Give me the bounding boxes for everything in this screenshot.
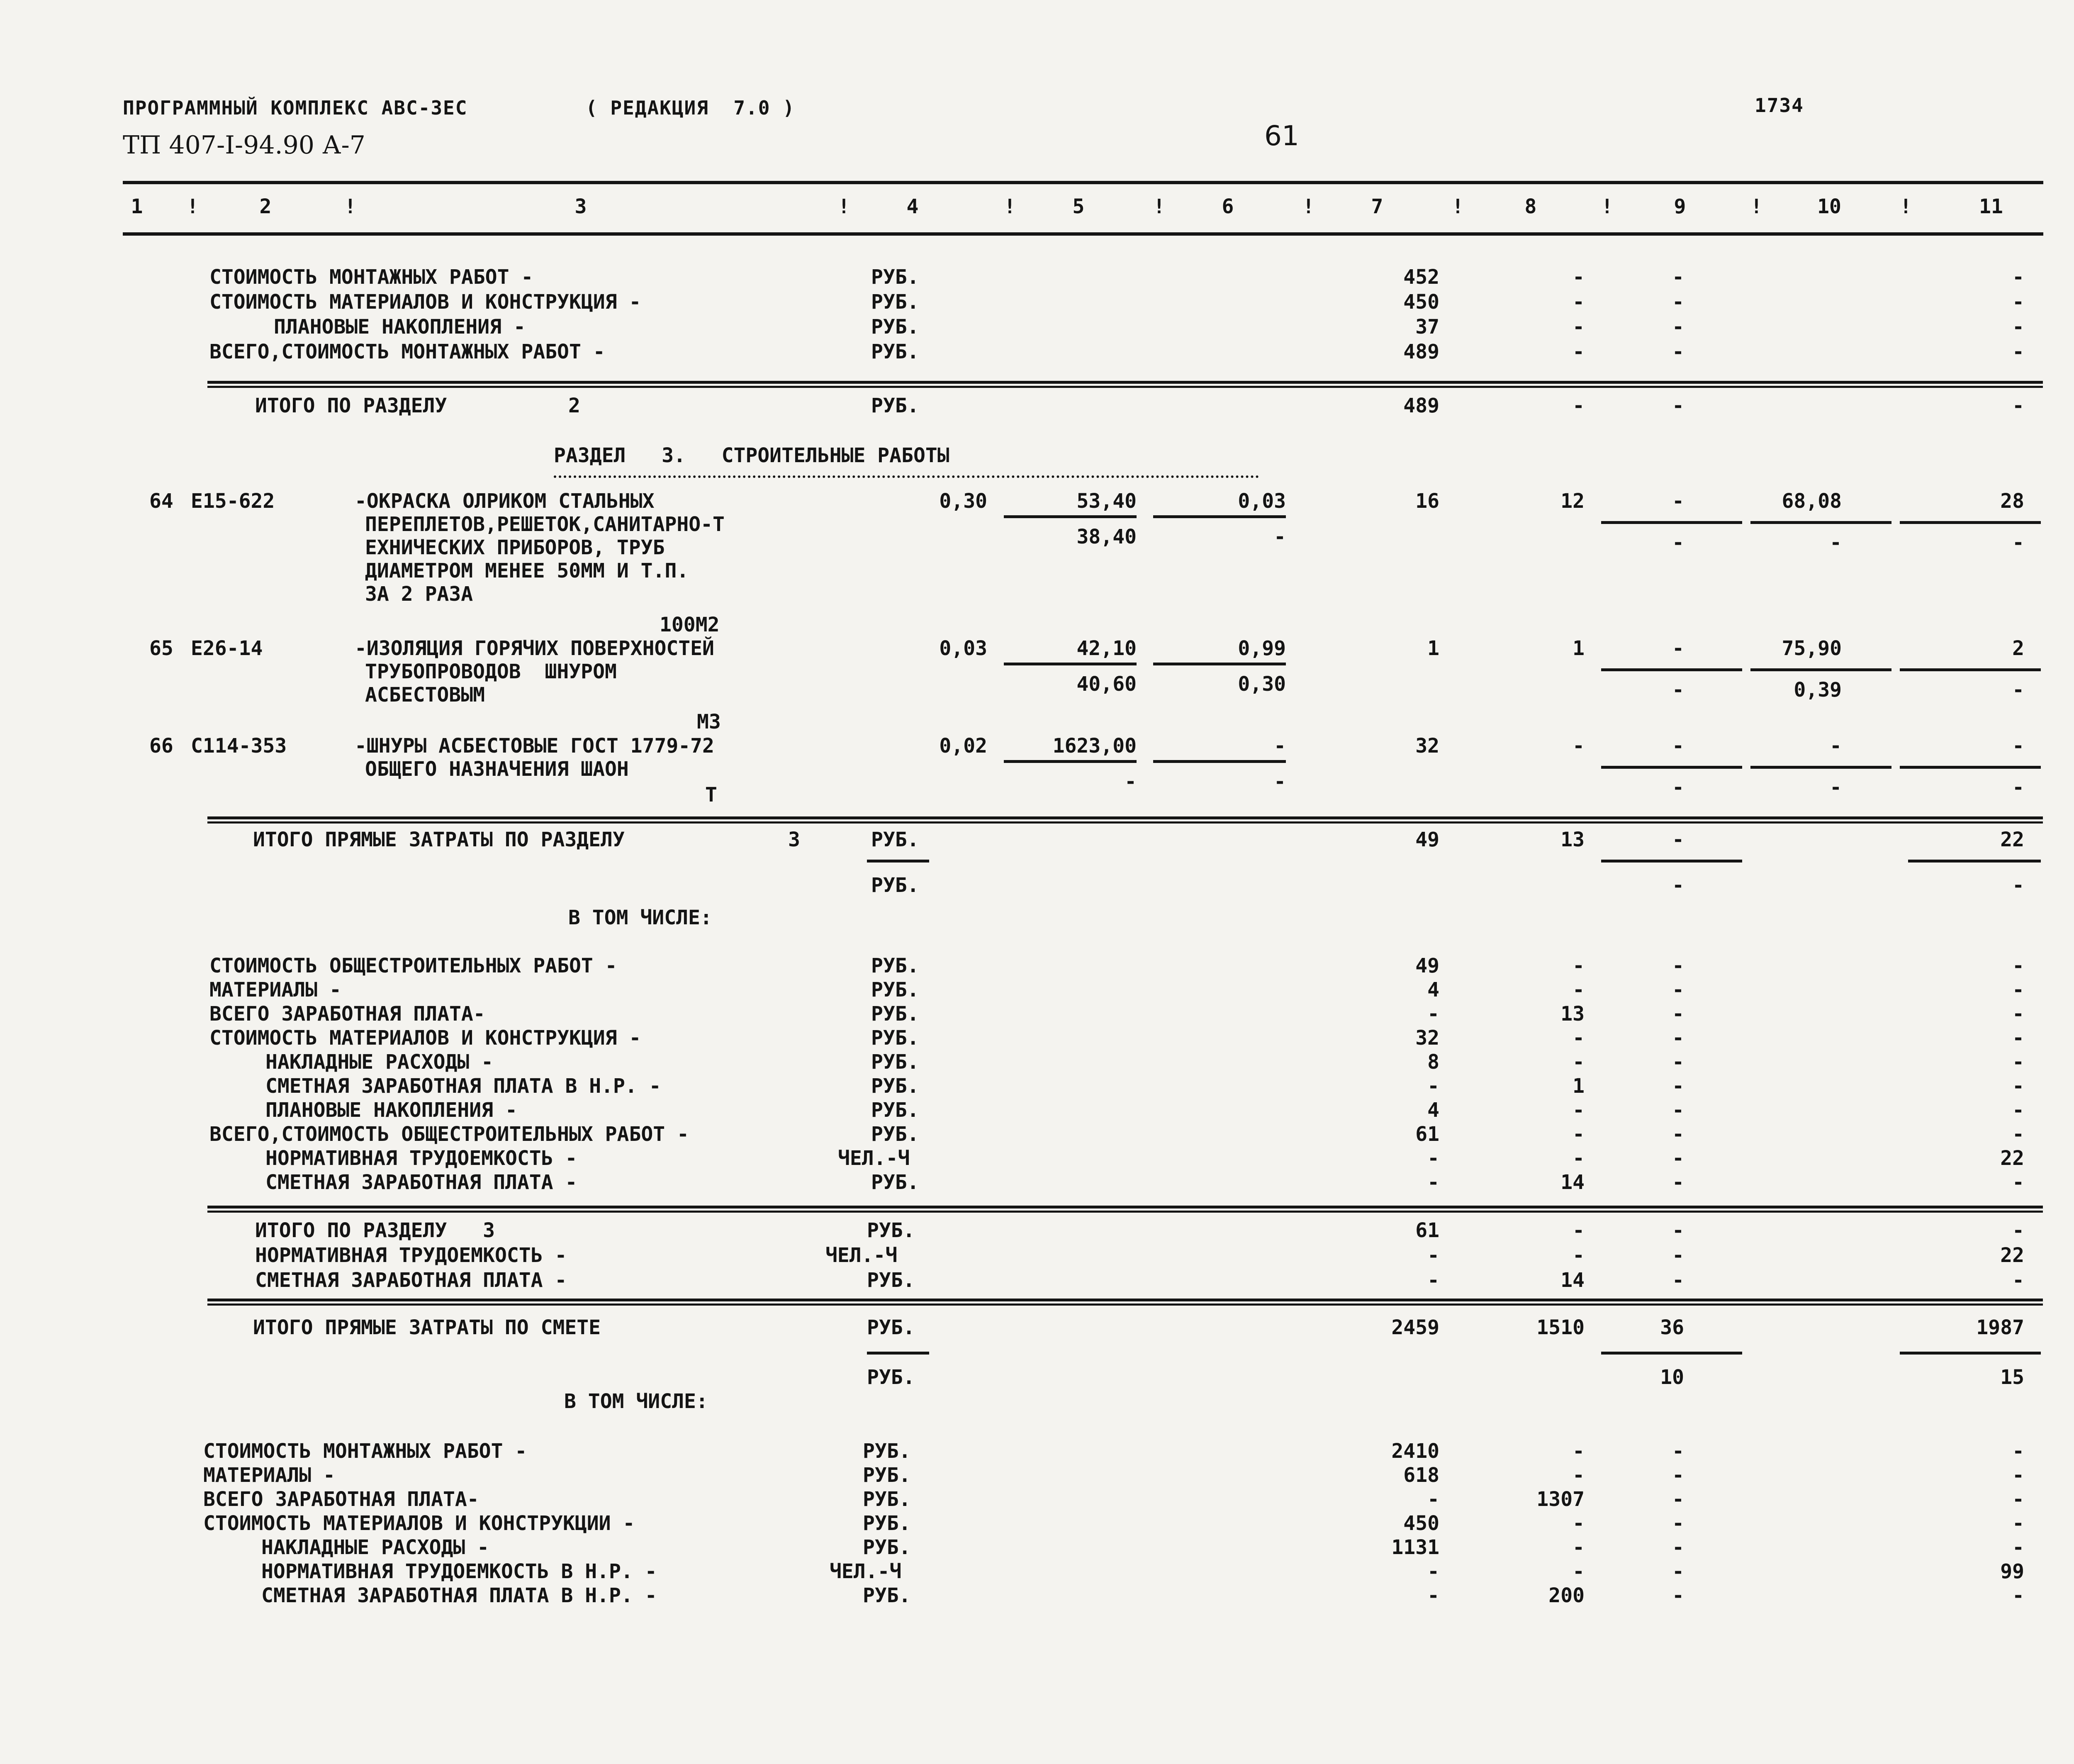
col9-value: - <box>1672 1123 1684 1146</box>
col8-value: - <box>1573 315 1585 339</box>
unit-label: РУБ. <box>871 290 919 314</box>
column-number: 2 <box>259 195 272 218</box>
item-code: С114-353 <box>191 734 287 758</box>
col8-value: 13 <box>1560 1002 1585 1026</box>
cell-underline <box>1900 1352 2041 1355</box>
itogo-label: ИТОГО ПО РАЗДЕЛУ 3 <box>255 1219 495 1242</box>
col8-value: 1 <box>1573 1074 1585 1098</box>
quantity-value: 0,30 <box>939 490 987 513</box>
summary-label: ПЛАНОВЫЕ НАКОПЛЕНИЯ - <box>274 315 526 339</box>
breakdown-label: МАТЕРИАЛЫ - <box>209 978 341 1001</box>
col9-value: - <box>1672 1147 1684 1170</box>
col9-value: - <box>1672 1219 1684 1242</box>
col9-value: - <box>1672 1488 1684 1511</box>
breakdown-label: МАТЕРИАЛЫ - <box>203 1464 335 1487</box>
item-unit: Т <box>705 783 717 806</box>
col5-value: 1623,00 <box>1052 734 1137 758</box>
breakdown-label: ПЛАНОВЫЕ НАКОПЛЕНИЯ - <box>265 1099 517 1122</box>
col5-secondary: 40,60 <box>1076 672 1137 696</box>
col9-value: - <box>1672 1584 1684 1607</box>
col8-value: - <box>1573 734 1585 758</box>
col9-secondary: - <box>1672 531 1684 554</box>
col9-value: - <box>1672 1269 1684 1292</box>
section-rule <box>207 821 2043 824</box>
unit-label: РУБ. <box>863 1512 911 1535</box>
breakdown-label: СМЕТНАЯ ЗАРАБОТНАЯ ПЛАТА В Н.Р. - <box>261 1584 657 1607</box>
breakdown-label: ВСЕГО ЗАРАБОТНАЯ ПЛАТА- <box>203 1488 479 1511</box>
col11-value: 1987 <box>1976 1316 2024 1339</box>
cell-underline <box>1900 668 2041 671</box>
item-description-line: ЗА 2 РАЗА <box>365 582 473 606</box>
section-rule <box>207 816 2043 819</box>
col8-value: - <box>1573 1512 1585 1535</box>
col7-value: 61 <box>1415 1219 1439 1242</box>
column-separator: ! <box>1153 195 1165 218</box>
item-description-line: -ИЗОЛЯЦИЯ ГОРЯЧИХ ПОВЕРХНОСТЕЙ <box>355 637 714 660</box>
col11-value: 22 <box>2000 1244 2024 1267</box>
section-rule <box>207 1304 2043 1306</box>
col7-value: 1 <box>1427 637 1439 660</box>
col7-value: 16 <box>1415 490 1439 513</box>
column-separator: ! <box>344 195 356 218</box>
breakdown-label: ВСЕГО,СТОИМОСТЬ ОБЩЕСТРОИТЕЛЬНЫХ РАБОТ - <box>209 1123 689 1146</box>
col11-secondary: 15 <box>2000 1366 2024 1389</box>
col8-value: - <box>1573 394 1585 417</box>
summary-label: СТОИМОСТЬ МАТЕРИАЛОВ И КОНСТРУКЦИЯ - <box>209 290 641 314</box>
cell-underline <box>1153 760 1286 763</box>
item-number: 66 <box>149 734 173 758</box>
col8-value: - <box>1573 1099 1585 1122</box>
col9-value: - <box>1672 1050 1684 1074</box>
direct-costs-num: 3 <box>788 828 800 851</box>
col6-secondary: - <box>1274 525 1286 548</box>
col8-value: 12 <box>1560 490 1585 513</box>
cell-underline <box>1601 1352 1742 1355</box>
col9-secondary: 10 <box>1660 1366 1684 1389</box>
breakdown-label: СТОИМОСТЬ МАТЕРИАЛОВ И КОНСТРУКЦИИ - <box>203 1512 635 1535</box>
col11-value: - <box>2012 978 2024 1001</box>
col11-value: - <box>2012 1074 2024 1098</box>
col9-value: - <box>1672 1464 1684 1487</box>
col9-value: - <box>1672 290 1684 314</box>
col5-secondary: - <box>1125 770 1137 793</box>
page-number: 61 <box>1264 120 1299 152</box>
col7-value: - <box>1427 1147 1439 1170</box>
col7-value: 8 <box>1427 1050 1439 1074</box>
section-rule <box>207 381 2043 384</box>
col6-value: 0,03 <box>1238 490 1286 513</box>
col9-value: - <box>1672 1099 1684 1122</box>
unit-label: РУБ. <box>863 1440 911 1463</box>
item-description-line: ЕХНИЧЕСКИХ ПРИБОРОВ, ТРУБ <box>365 536 665 559</box>
col11-value: - <box>2012 1440 2024 1463</box>
column-number: 4 <box>906 195 919 218</box>
col7-value: 49 <box>1415 954 1439 977</box>
cell-underline <box>1900 766 2041 769</box>
col6-secondary: - <box>1274 770 1286 793</box>
unit-label: РУБ. <box>871 828 919 851</box>
header-rule-top <box>123 181 2043 184</box>
col8-value: - <box>1573 1244 1585 1267</box>
col8-value: 1307 <box>1536 1488 1585 1511</box>
cell-underline <box>1601 521 1742 524</box>
direct-costs-label: ИТОГО ПРЯМЫЕ ЗАТРАТЫ ПО РАЗДЕЛУ <box>253 828 625 851</box>
section-rule <box>207 1299 2043 1301</box>
item-number: 65 <box>149 637 173 660</box>
col7-value: 2459 <box>1391 1316 1439 1339</box>
unit-label: РУБ. <box>871 315 919 339</box>
col11-value: - <box>2012 315 2024 339</box>
col7-value: - <box>1427 1560 1439 1583</box>
breakdown-label: СМЕТНАЯ ЗАРАБОТНАЯ ПЛАТА В Н.Р. - <box>265 1074 661 1098</box>
item-number: 64 <box>149 490 173 513</box>
col7-value: 1131 <box>1391 1536 1439 1559</box>
col11-value: - <box>2012 734 2024 758</box>
column-separator: ! <box>838 195 850 218</box>
col8-value: 1510 <box>1536 1316 1585 1339</box>
col9-value: - <box>1672 394 1684 417</box>
unit-label: РУБ. <box>863 1464 911 1487</box>
unit-label: РУБ. <box>871 1123 919 1146</box>
itogo-label: НОРМАТИВНАЯ ТРУДОЕМКОСТЬ - <box>255 1244 567 1267</box>
col9-value: - <box>1672 1560 1684 1583</box>
col11-value: 22 <box>2000 828 2024 851</box>
unit-label: РУБ. <box>863 1488 911 1511</box>
column-number: 3 <box>574 195 587 218</box>
col9-value: - <box>1672 490 1684 513</box>
summary-label: СТОИМОСТЬ МОНТАЖНЫХ РАБОТ - <box>209 266 533 289</box>
col8-value: 1 <box>1573 637 1585 660</box>
sheet-number: 1734 <box>1755 94 1804 117</box>
breakdown-label: НОРМАТИВНАЯ ТРУДОЕМКОСТЬ - <box>265 1147 577 1170</box>
unit-label: РУБ. <box>871 978 919 1001</box>
column-number: 1 <box>131 195 143 218</box>
col7-value: - <box>1427 1002 1439 1026</box>
unit-label: РУБ. <box>871 874 919 897</box>
direct-total-label: ИТОГО ПРЯМЫЕ ЗАТРАТЫ ПО СМЕТЕ <box>253 1316 601 1339</box>
item-code: Е15-622 <box>191 490 275 513</box>
cell-underline <box>1908 860 2041 863</box>
section-title: РАЗДЕЛ 3. СТРОИТЕЛЬНЫЕ РАБОТЫ <box>554 444 949 467</box>
column-number: 7 <box>1371 195 1383 218</box>
unit-label: РУБ. <box>867 1366 915 1389</box>
col9-secondary: - <box>1672 776 1684 799</box>
in-that-label: В ТОМ ЧИСЛЕ: <box>564 1390 708 1413</box>
col7-value: 452 <box>1403 266 1439 289</box>
cell-underline <box>1601 860 1742 863</box>
col8-value: 13 <box>1560 828 1585 851</box>
column-number: 6 <box>1222 195 1234 218</box>
col11-value: - <box>2012 1219 2024 1242</box>
col8-value: - <box>1573 1560 1585 1583</box>
col11-value: - <box>2012 1002 2024 1026</box>
item-unit: М3 <box>697 710 721 733</box>
col9-value: - <box>1672 1074 1684 1098</box>
col9-value: - <box>1672 1536 1684 1559</box>
unit-label: ЧЕЛ.-Ч <box>830 1560 902 1583</box>
column-number: 8 <box>1524 195 1537 218</box>
col11-value: 99 <box>2000 1560 2024 1583</box>
col11-value: - <box>2012 266 2024 289</box>
column-separator: ! <box>1601 195 1613 218</box>
col11-value: 2 <box>2012 637 2024 660</box>
col9-value: - <box>1672 954 1684 977</box>
col8-value: 14 <box>1560 1171 1585 1194</box>
col8-value: - <box>1573 266 1585 289</box>
col11-value: - <box>2012 1536 2024 1559</box>
col7-value: - <box>1427 1584 1439 1607</box>
program-name: ПРОГРАММНЫЙ КОМПЛЕКС АВС-ЗЕС <box>123 97 468 119</box>
col7-value: 32 <box>1415 1026 1439 1050</box>
section-rule <box>207 1211 2043 1213</box>
col11-value: 28 <box>2000 490 2024 513</box>
cell-underline <box>1004 515 1137 518</box>
col10-secondary: - <box>1830 531 1842 554</box>
col6-value: - <box>1274 734 1286 758</box>
breakdown-label: НАКЛАДНЫЕ РАСХОДЫ - <box>261 1536 489 1559</box>
item-description-line: ТРУБОПРОВОДОВ ШНУРОМ <box>365 660 617 683</box>
col8-value: - <box>1573 340 1585 363</box>
col9-value: - <box>1672 266 1684 289</box>
col11-value: - <box>2012 1488 2024 1511</box>
item-description-line: -ШНУРЫ АСБЕСТОВЫЕ ГОСТ 1779-72 <box>355 734 714 758</box>
column-separator: ! <box>1900 195 1912 218</box>
col11-secondary: - <box>2012 874 2024 897</box>
col11-value: - <box>2012 954 2024 977</box>
col8-value: - <box>1573 290 1585 314</box>
col8-value: - <box>1573 1147 1585 1170</box>
col7-value: 32 <box>1415 734 1439 758</box>
col11-value: - <box>2012 1464 2024 1487</box>
col7-value: 489 <box>1403 340 1439 363</box>
col8-value: 14 <box>1560 1269 1585 1292</box>
cell-underline <box>867 1352 929 1355</box>
col8-value: 200 <box>1548 1584 1585 1607</box>
col7-value: 2410 <box>1391 1440 1439 1463</box>
item-code: Е26-14 <box>191 637 263 660</box>
col11-value: - <box>2012 1171 2024 1194</box>
col11-secondary: - <box>2012 678 2024 702</box>
col9-value: - <box>1672 340 1684 363</box>
cell-underline <box>1153 663 1286 665</box>
col11-value: - <box>2012 1099 2024 1122</box>
col5-secondary: 38,40 <box>1076 525 1137 548</box>
col7-value: - <box>1427 1269 1439 1292</box>
col9-value: 36 <box>1660 1316 1684 1339</box>
unit-label: ЧЕЛ.-Ч <box>838 1147 910 1170</box>
breakdown-label: НОРМАТИВНАЯ ТРУДОЕМКОСТЬ В Н.Р. - <box>261 1560 657 1583</box>
col10-value: 75,90 <box>1782 637 1842 660</box>
col10-secondary: - <box>1830 776 1842 799</box>
column-number: 10 <box>1817 195 1841 218</box>
breakdown-label: СТОИМОСТЬ МОНТАЖНЫХ РАБОТ - <box>203 1440 527 1463</box>
doc-code: ТП 407-I-94.90 А-7 <box>123 131 365 160</box>
col11-value: - <box>2012 1269 2024 1292</box>
unit-label: РУБ. <box>863 1536 911 1559</box>
breakdown-label: СМЕТНАЯ ЗАРАБОТНАЯ ПЛАТА - <box>265 1171 577 1194</box>
col8-value: - <box>1573 1219 1585 1242</box>
col7-value: 61 <box>1415 1123 1439 1146</box>
col11-value: - <box>2012 1512 2024 1535</box>
breakdown-label: НАКЛАДНЫЕ РАСХОДЫ - <box>265 1050 494 1074</box>
col11-value: 22 <box>2000 1147 2024 1170</box>
unit-label: РУБ. <box>867 1219 915 1242</box>
item-description-line: АСБЕСТОВЫМ <box>365 683 485 707</box>
cell-underline <box>1601 668 1742 671</box>
column-separator: ! <box>1302 195 1315 218</box>
column-separator: ! <box>1452 195 1464 218</box>
unit-label: РУБ. <box>871 1050 919 1074</box>
cell-underline <box>1900 521 2041 524</box>
cell-underline <box>867 860 929 863</box>
col9-value: - <box>1672 1002 1684 1026</box>
col8-value: - <box>1573 978 1585 1001</box>
itogo-label: СМЕТНАЯ ЗАРАБОТНАЯ ПЛАТА - <box>255 1269 567 1292</box>
unit-label: РУБ. <box>867 1316 915 1339</box>
col9-value: - <box>1672 1244 1684 1267</box>
col11-value: - <box>2012 394 2024 417</box>
col7-value: 37 <box>1415 315 1439 339</box>
col7-value: 489 <box>1403 394 1439 417</box>
col11-secondary: - <box>2012 776 2024 799</box>
col8-value: - <box>1573 1026 1585 1050</box>
itogo-label: ИТОГО ПО РАЗДЕЛУ <box>255 394 447 417</box>
col8-value: - <box>1573 1440 1585 1463</box>
column-separator: ! <box>1750 195 1762 218</box>
col7-value: 450 <box>1403 290 1439 314</box>
quantity-value: 0,03 <box>939 637 987 660</box>
breakdown-label: СТОИМОСТЬ ОБЩЕСТРОИТЕЛЬНЫХ РАБОТ - <box>209 954 617 977</box>
cell-underline <box>1153 515 1286 518</box>
col6-secondary: 0,30 <box>1238 672 1286 696</box>
col9-secondary: - <box>1672 678 1684 702</box>
col9-value: - <box>1672 978 1684 1001</box>
col10-secondary: 0,39 <box>1794 678 1842 702</box>
col9-value: - <box>1672 1026 1684 1050</box>
col7-value: 618 <box>1403 1464 1439 1487</box>
cell-underline <box>1004 760 1137 763</box>
unit-label: РУБ. <box>871 266 919 289</box>
column-number: 5 <box>1072 195 1085 218</box>
col7-value: - <box>1427 1488 1439 1511</box>
unit-label: РУБ. <box>871 1002 919 1026</box>
col9-value: - <box>1672 734 1684 758</box>
column-separator: ! <box>1004 195 1016 218</box>
unit-label: РУБ. <box>871 340 919 363</box>
cell-underline <box>1750 521 1891 524</box>
section-rule <box>207 1206 2043 1208</box>
col10-value: 68,08 <box>1782 490 1842 513</box>
section-rule <box>207 386 2043 388</box>
col7-value: - <box>1427 1074 1439 1098</box>
col7-value: 49 <box>1415 828 1439 851</box>
col5-value: 53,40 <box>1076 490 1137 513</box>
col8-value: - <box>1573 1050 1585 1074</box>
col9-secondary: - <box>1672 874 1684 897</box>
cell-underline <box>1750 766 1891 769</box>
column-number: 9 <box>1674 195 1686 218</box>
unit-label: РУБ. <box>871 1171 919 1194</box>
itogo-num: 2 <box>568 394 580 417</box>
unit-label: РУБ. <box>871 394 919 417</box>
breakdown-label: ВСЕГО ЗАРАБОТНАЯ ПЛАТА- <box>209 1002 485 1026</box>
item-unit: 100М2 <box>660 613 720 636</box>
col8-value: - <box>1573 1536 1585 1559</box>
col11-value: - <box>2012 1123 2024 1146</box>
unit-label: РУБ. <box>871 954 919 977</box>
item-description-line: ДИАМЕТРОМ МЕНЕЕ 50ММ И Т.П. <box>365 559 689 582</box>
col11-value: - <box>2012 290 2024 314</box>
col11-value: - <box>2012 340 2024 363</box>
col7-value: 4 <box>1427 1099 1439 1122</box>
col9-value: - <box>1672 1512 1684 1535</box>
col9-value: - <box>1672 637 1684 660</box>
col8-value: - <box>1573 1123 1585 1146</box>
summary-label: ВСЕГО,СТОИМОСТЬ МОНТАЖНЫХ РАБОТ - <box>209 340 605 363</box>
col11-secondary: - <box>2012 531 2024 554</box>
quantity-value: 0,02 <box>939 734 987 758</box>
col7-value: 450 <box>1403 1512 1439 1535</box>
col8-value: - <box>1573 954 1585 977</box>
edition-label: ( РЕДАКЦИЯ 7.0 ) <box>586 97 795 119</box>
col9-value: - <box>1672 1440 1684 1463</box>
unit-label: РУБ. <box>871 1099 919 1122</box>
section-title-underline <box>554 475 1259 480</box>
breakdown-label: СТОИМОСТЬ МАТЕРИАЛОВ И КОНСТРУКЦИЯ - <box>209 1026 641 1050</box>
col7-value: - <box>1427 1171 1439 1194</box>
item-description-line: ПЕРЕПЛЕТОВ,РЕШЕТОК,САНИТАРНО-Т <box>365 513 725 536</box>
col7-value: 4 <box>1427 978 1439 1001</box>
cell-underline <box>1750 668 1891 671</box>
col5-value: 42,10 <box>1076 637 1137 660</box>
col8-value: - <box>1573 1464 1585 1487</box>
unit-label: РУБ. <box>871 1074 919 1098</box>
col9-value: - <box>1672 828 1684 851</box>
unit-label: ЧЕЛ.-Ч <box>825 1244 898 1267</box>
col11-value: - <box>2012 1584 2024 1607</box>
cell-underline <box>1004 663 1137 665</box>
column-separator: ! <box>187 195 199 218</box>
item-description-line: ОБЩЕГО НАЗНАЧЕНИЯ ШАОН <box>365 758 629 781</box>
header-rule-bottom <box>123 232 2043 236</box>
col11-value: - <box>2012 1050 2024 1074</box>
item-description-line: -ОКРАСКА ОЛРИКОМ СТАЛЬНЫХ <box>355 490 655 513</box>
column-number: 11 <box>1979 195 2003 218</box>
col6-value: 0,99 <box>1238 637 1286 660</box>
in-that-label: В ТОМ ЧИСЛЕ: <box>568 906 712 929</box>
cell-underline <box>1601 766 1742 769</box>
col7-value: - <box>1427 1244 1439 1267</box>
col11-value: - <box>2012 1026 2024 1050</box>
col9-value: - <box>1672 1171 1684 1194</box>
col10-value: - <box>1830 734 1842 758</box>
unit-label: РУБ. <box>867 1269 915 1292</box>
unit-label: РУБ. <box>863 1584 911 1607</box>
unit-label: РУБ. <box>871 1026 919 1050</box>
col9-value: - <box>1672 315 1684 339</box>
